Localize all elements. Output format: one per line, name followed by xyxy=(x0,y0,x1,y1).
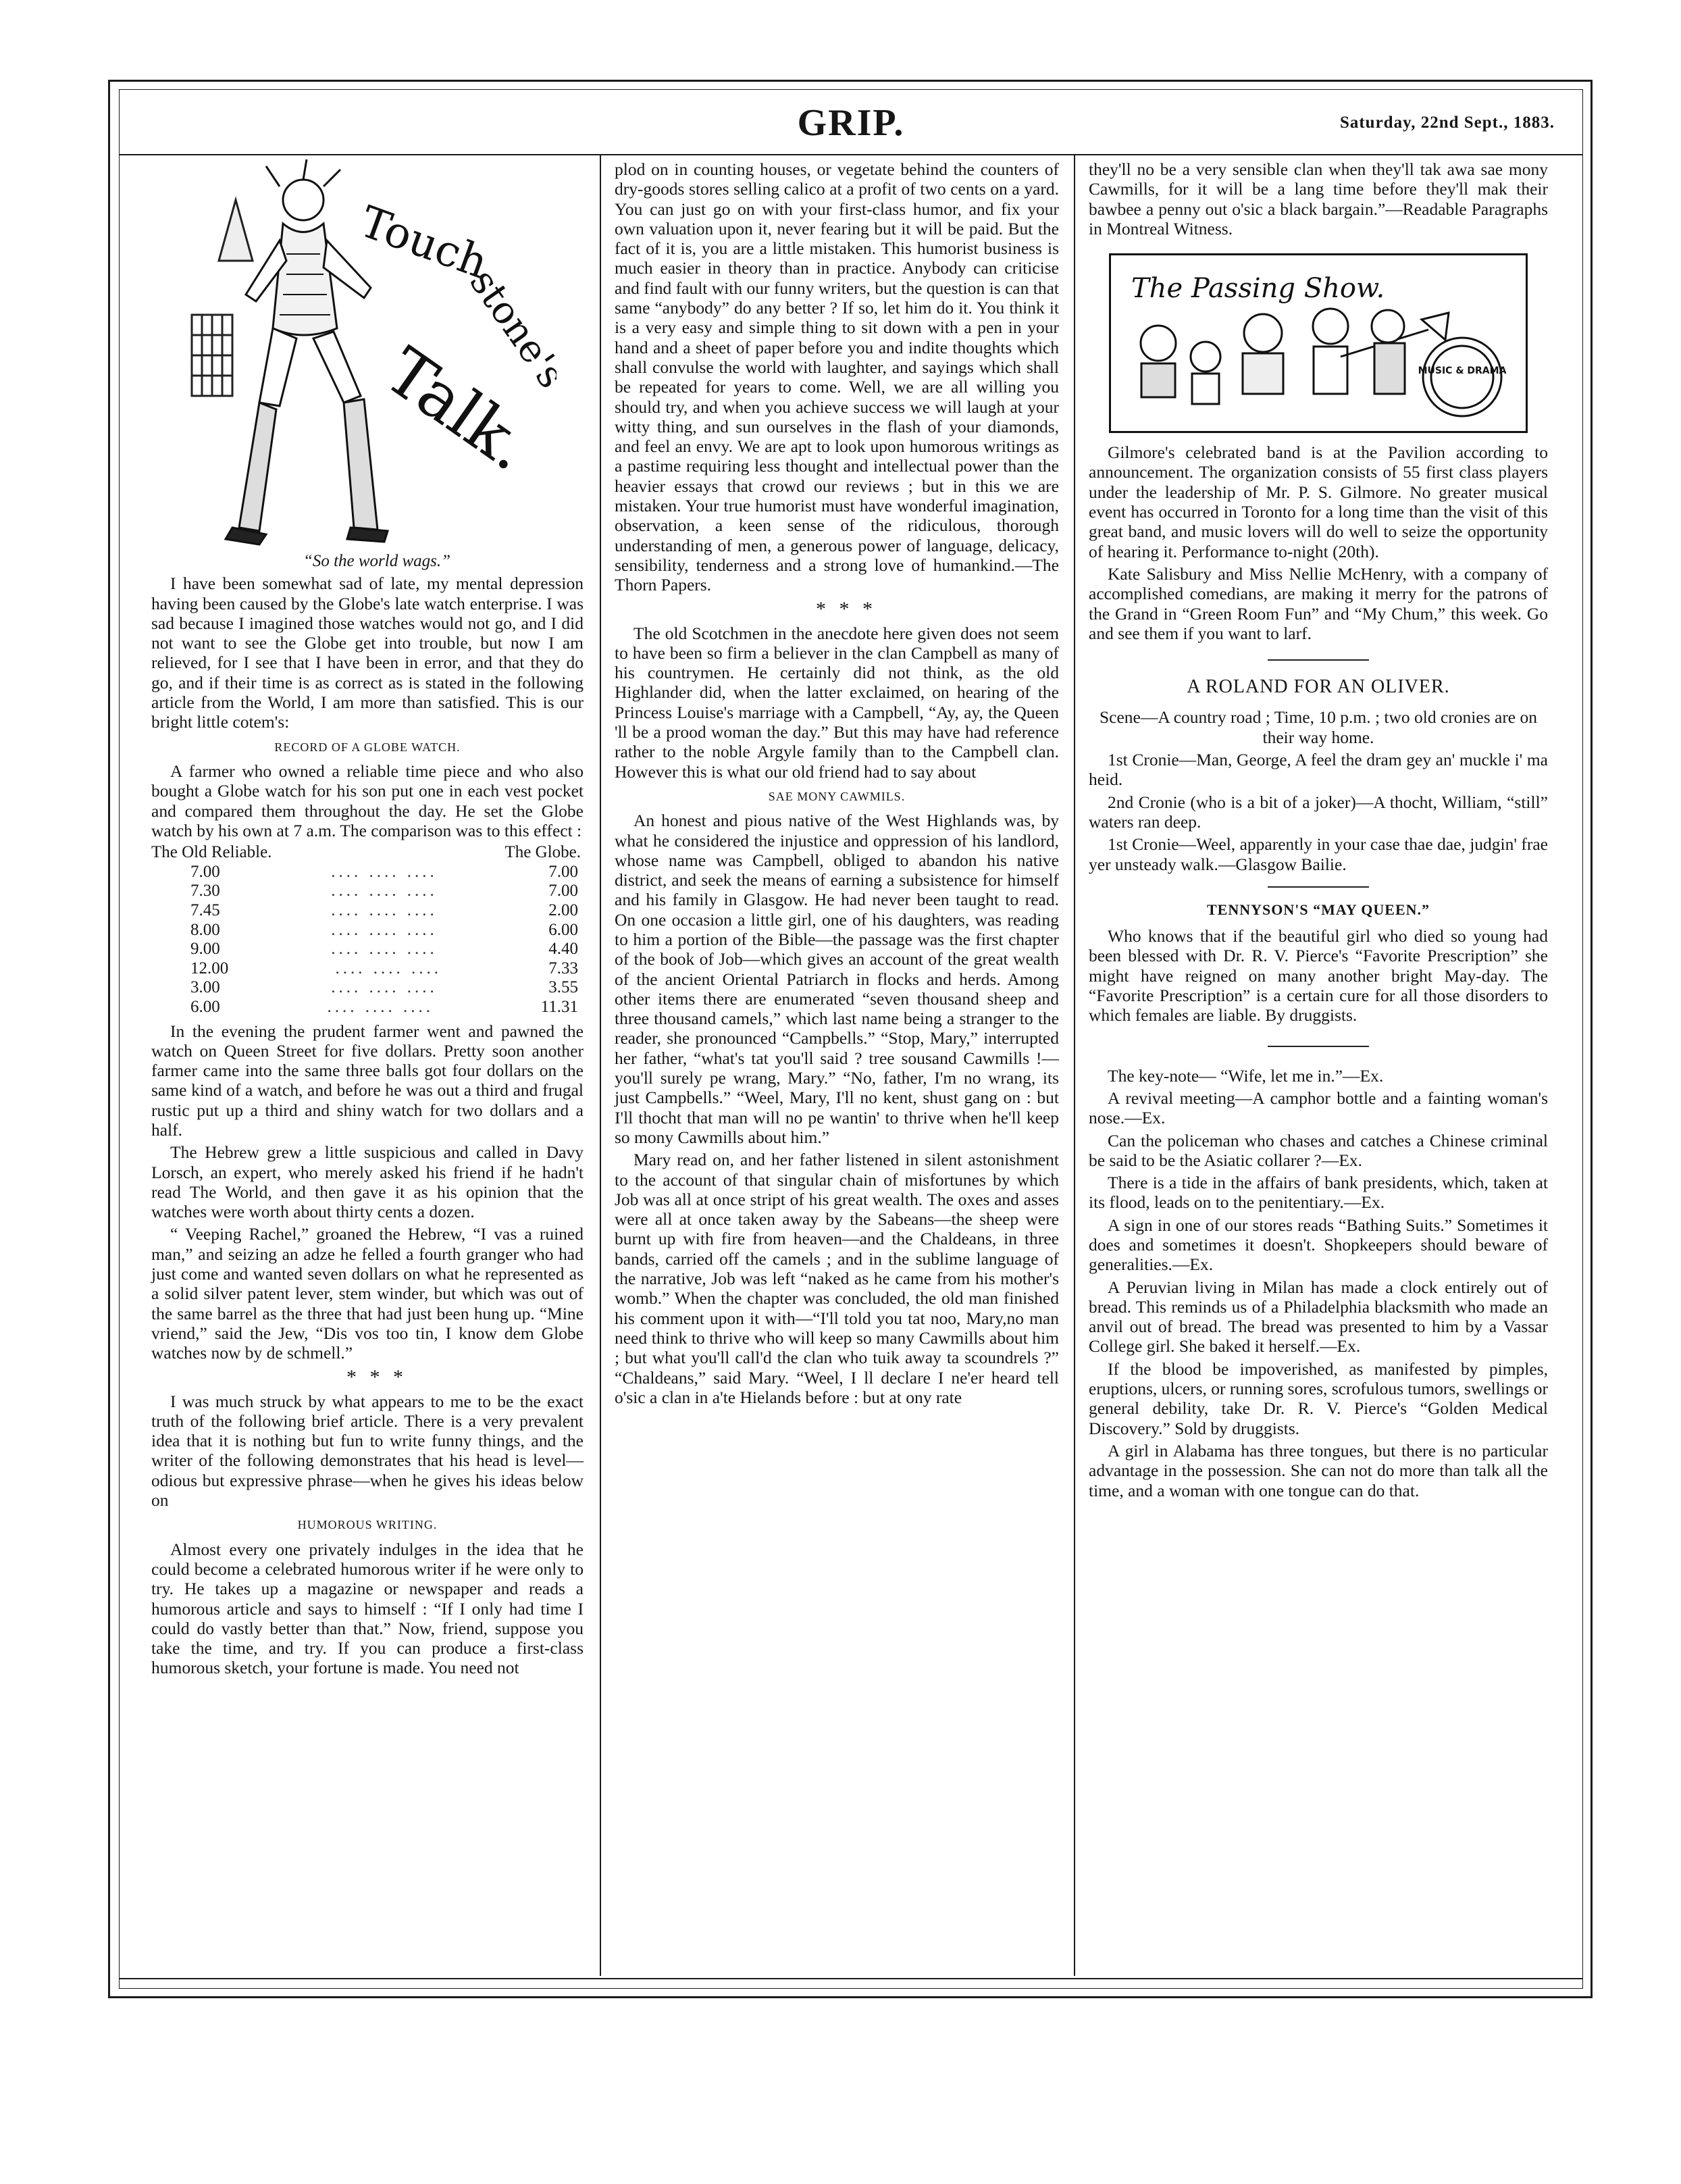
watch-comparison-table xyxy=(151,843,584,1017)
dialogue-line: 1st Cronie—Weel, apparently in your case thae dae, judgin' frae yer unsteady walk.—Glasgow Bailie. xyxy=(1089,834,1548,874)
joke-item: If the blood be impoverished, as manifested by pimples, eruptions, ulcers, or running sores, scrofulous tumors, swellings or general debility, take Dr. R. V. Pierce's “Golden Medical Discovery.” Sold by druggists. xyxy=(1089,1358,1548,1438)
globe-time-cell: 3.55 xyxy=(548,978,578,997)
reliable-time-cell: 6.00 xyxy=(190,997,220,1016)
article-paragraph: Who knows that if the beautiful girl who died so young had been blessed with Dr. R. V. Pierce's “Favorite Prescription” she might have reigned on many another bright May-day. The “Favorite Prescription” is a certain cure for all those disorders to which females are liable. By druggists. xyxy=(1089,926,1548,1025)
reliable-time-cell: 12.00 xyxy=(190,959,229,977)
table-row xyxy=(151,901,584,921)
reliable-time-cell: 7.30 xyxy=(190,882,220,900)
column-divider-1 xyxy=(600,155,601,1976)
drum-label: MUSIC & DRAMA xyxy=(1418,365,1507,377)
joke-item: Can the policeman who chases and catches a Chinese criminal be said to be the Asiatic collarer ?—Ex. xyxy=(1089,1130,1548,1170)
leader-dots: .... .... .... xyxy=(331,900,438,919)
leader-dots: .... .... .... xyxy=(331,940,438,959)
footer-divider xyxy=(119,1978,1583,1979)
article-paragraph: Gilmore's celebrated band is at the Pavilion according to announcement. The organization consists of 55 first class players under the leadership of Mr. P. S. Gilmore. No greater musical event has occurred in Toronto for a long time than the visit of this great band, and music lovers will do well to seize the opportunity of hearing it. Performance to-night (20th). xyxy=(1089,442,1548,561)
illustration-caption: “So the world wags.” xyxy=(303,552,451,570)
masthead-date: Saturday, 22nd Sept., 1883. xyxy=(1339,113,1555,132)
joke-item: A sign in one of our stores reads “Bathing Suits.” Sometimes it does and sometimes it doesn't. Shopkeepers should beware of generalities.—Ex. xyxy=(1089,1215,1548,1275)
leader-dots: .... .... .... xyxy=(327,997,434,1016)
article-paragraph: The Hebrew grew a little suspicious and called in Davy Lorsch, an expert, who merely asked his friend if he hadn't read The World, and then gave it as his opinion that the watches were worth about thirty cents a dozen. xyxy=(151,1142,584,1222)
leader-dots: .... .... .... xyxy=(331,862,438,881)
leader-dots: .... .... .... xyxy=(331,882,438,900)
article-paragraph: they'll no be a very sensible clan when they'll tak awa sae mony Cawmills, for it will be a lang time before they'll mak their bawbee a penny out o'sic a black bargain.”—Readable Paragraphs in Montreal Witness. xyxy=(1089,159,1548,238)
section-rule xyxy=(1268,886,1369,888)
globe-time-cell: 11.31 xyxy=(540,997,578,1016)
table-row xyxy=(151,882,584,901)
subheading-globe-watch: RECORD OF A GLOBE WATCH. xyxy=(274,740,461,754)
article-paragraph: The old Scotchmen in the anecdote here given does not seem to have been so firm a believer in the clan Campbell as many of his countrymen. He certainly did not think, as the old Highlander did, when the latter exclaimed, on hearing of the Princess Louise's marriage with a Campbell, “Ay, ay, the Queen 'll be a prood woman the day.” But this may have had reference rather to the noble Argyle family than to the Campbell clan. However this is what our old friend had to say about xyxy=(615,623,1059,782)
article-paragraph: I was much struck by what appears to me to be the exact truth of the following brief article. There is a very prevalent idea that it is nothing but fun to write funny things, and the writer of the following demonstrates that his head is level—odious but expressive phrase—when he gives his ideas below on xyxy=(151,1391,584,1510)
table-row xyxy=(151,998,584,1017)
dialogue-line: 1st Cronie—Man, George, A feel the dram gey an' muckle i' ma heid. xyxy=(1089,750,1548,790)
table-row xyxy=(151,921,584,940)
globe-time-cell: 7.33 xyxy=(548,959,578,977)
header-divider xyxy=(119,154,1583,155)
passing-show-icon xyxy=(1111,255,1527,427)
passing-show-title: The Passing Show. xyxy=(1131,273,1385,305)
table-row xyxy=(151,863,584,882)
masthead xyxy=(119,89,1583,154)
joke-item: A girl in Alabama has three tongues, but there is no particular advantage in the possession. She can not do more than talk all the time, and a woman with one tongue can do that. xyxy=(1089,1440,1548,1500)
touchstone-illustration xyxy=(178,159,557,551)
joke-item: The key-note— “Wife, let me in.”—Ex. xyxy=(1108,1065,1384,1086)
svg-text:Touch: Touch xyxy=(353,197,494,289)
table-header-row xyxy=(151,843,584,863)
scene-line: Scene—A country road ; Time, 10 p.m. ; two old cronies are on their way home. xyxy=(1099,707,1538,747)
heading-may-queen: TENNYSON'S “MAY QUEEN.” xyxy=(1206,900,1430,918)
table-row xyxy=(151,959,584,979)
article-paragraph: Mary read on, and her father listened in silent astonishment to the account of that singular chain of misfortunes by which Job was all at once stript of his great wealth. The oxes and asses were all at once taken away by the Sabeans—the sheep were burnt up with fire from heaven—and the Chaldeans, in three bands, carried off the camels ; and in the sublime language of the narrative, Job was left “naked as he came from his mother's womb.” When the chapter was concluded, the old man finished his comment upon it with—“I'll told you tat noo, Mary,no man need think to thrive who will keep so many Cawmills about him ; but what you'll call'd the clan who tuik away ta scoundrels ?” “Chaldeans,” said Mary. “Weel, I ll declare I ne'er heard tell o'sic a clan in a'te Hielands before : but at ony rate xyxy=(615,1150,1059,1407)
globe-time-cell: 2.00 xyxy=(548,900,578,919)
globe-time-cell: 6.00 xyxy=(548,920,578,939)
reliable-time-cell: 7.45 xyxy=(190,900,220,919)
leader-dots: .... .... .... xyxy=(335,959,442,977)
reliable-time-cell: 9.00 xyxy=(190,940,220,959)
article-paragraph: In the evening the prudent farmer went and pawned the watch on Queen Street for five dollars. Pretty soon another farmer came into the same three balls got four dollars on the same kind of a watch, and before he was out a third and frugal rustic put up a third and shiny watch for two dollars and a half. xyxy=(151,1021,584,1140)
svg-text:stone's: stone's xyxy=(461,261,557,397)
section-asterism: * * * xyxy=(816,597,877,620)
article-paragraph: Kate Salisbury and Miss Nellie McHenry, with a company of accomplished comedians, are making it merry for the patrons of the Grand in “Green Room Fun” and “My Chum,” this week. Go and see them if you want to larf. xyxy=(1089,563,1548,643)
reliable-time-cell: 7.00 xyxy=(190,862,220,881)
column-3 xyxy=(1089,159,1548,1503)
globe-watch-paragraph: A farmer who owned a reliable time piece and who also bought a Globe watch for his son put one in each vest pocket and compared them throughout the day. He set the Globe watch by his own at 7 a.m. The comparison was to this effect : xyxy=(151,761,584,840)
passing-show-illustration xyxy=(1109,253,1528,433)
reliable-time-cell: 3.00 xyxy=(190,978,220,997)
reliable-time-cell: 8.00 xyxy=(190,920,220,939)
globe-time-cell: 7.00 xyxy=(548,862,578,881)
section-asterism: * * * xyxy=(346,1365,407,1388)
leader-dots: .... .... .... xyxy=(331,978,438,997)
subheading-sae-mony-cawmils: SAE MONY CAWMILS. xyxy=(768,789,906,803)
joke-item: A Peruvian living in Milan has made a clock entirely out of bread. This reminds us of a Philadelphia blacksmith who made an anvil out of bread. The bread was presented to him by a Vassar College girl. She baked it herself.—Ex. xyxy=(1089,1277,1548,1356)
globe-time-cell: 4.40 xyxy=(548,940,578,959)
subheading-humorous-writing: HUMOROUS WRITING. xyxy=(297,1518,438,1532)
column-divider-2 xyxy=(1074,155,1075,1976)
article-paragraph: “ Veeping Rachel,” groaned the Hebrew, “I vas a ruined man,” and seizing an adze he felled a fourth granger who had just come and wanted seven dollars on what he represented as a solid silver patent lever, stem winder, but which was out of the same barrel as the three that had just been hung up. “Mine vriend,” said the Jew, “Dis vos too tin, I know dem Globe watches now by de schmell.” xyxy=(151,1224,584,1363)
table-header-left: The Old Reliable. xyxy=(151,843,272,862)
leader-dots: .... .... .... xyxy=(331,920,438,939)
globe-time-cell: 7.00 xyxy=(548,882,578,900)
jester-figure-icon xyxy=(178,159,557,551)
table-header-right: The Globe. xyxy=(505,843,581,862)
joke-item: A revival meeting—A camphor bottle and a fainting woman's nose.—Ex. xyxy=(1089,1088,1548,1128)
section-rule xyxy=(1268,659,1369,661)
intro-paragraph: I have been somewhat sad of late, my mental depression having been caused by the Globe's late watch enterprise. I was sad because I imagined those watches would not go, and I did not want to see the Globe get into trouble, but now I am relieved, for I see that I have been in error, and that they do go, and if their time is as correct as is stated in the following article from the World, I am more than satisfied. This is our bright little cotem's: xyxy=(151,574,584,732)
heading-roland-for-an-oliver: A ROLAND FOR AN OLIVER. xyxy=(1187,676,1450,698)
column-2 xyxy=(615,159,1059,1410)
article-paragraph: An honest and pious native of the West Highlands was, by what he considered the injustice and oppression of his landlord, whose name was Campbell, obliged to abandon his native district, and seek the means of earning a subsistence for himself and his family in Glasgow. He had never been taught to read. On one occasion a little girl, one of his daughters, was reading to him a portion of the Bible—the passage was the first chapter of the book of Job—which gives an account of the great wealth of the ancient Oriental Patriarch in flocks and herds. Among other items there are enumerated “seven thousand sheep and three thousand camels,” which last name being a stranger to the reader, she pronounced “Campbells.” “Stop, Mary,” interrupted her father, “what's tat you'll said ? tree sousand Cawmills !—you'll surely pe wrang, Mary.” “No, father, I'm no wrang, its just Campbells.” “Weel, Mary, I'll no kent, shust gang on : but I'll thocht that man will no pe wantin' to thrive when he'll keep so mony Cawmills about him.” xyxy=(615,811,1059,1147)
table-row xyxy=(151,940,584,959)
article-paragraph: plod on in counting houses, or vegetate behind the counters of dry-goods stores selling calico at a profit of two cents on a yard. You can just go on with your first-class humor, and fix your own valuation upon it, never fearing but it will be paid. But the fact of it is, you are a little mistaken. This humorist business is much easier in theory than in practice. Anybody can criticise and find fault with our funny writers, but the question is can that same “anybody” do any better ? If so, let him do it. You think it is a very easy and simple thing to sit down with a pen in your hand and a sheet of paper before you and indite thoughts which shall convulse the world with laughter, and sayings which shall be repeated for years to come. Well, we are all willing you should try, and when you achieve success we will laugh at your witty thing, and sun ourselves in the flash of your diamonds, and feel an envy. We are apt to look upon humorous writings as a pastime requiring less thought and intellectual power than the heavier essays that crowd our reviews ; but in this we are mistaken. Your true humorist must have wonderful imagination, observation, a keen sense of the ridiculous, thorough understanding of men, a generous power of language, delicacy, sensibility, tenderness and a strong love of humankind.—The Thorn Papers. xyxy=(615,159,1059,595)
article-paragraph: Almost every one privately indulges in the idea that he could become a celebrated humorous writer if he were only to try. He takes up a magazine or newspaper and reads a humorous article and says to himself : “If I only had time I could do vastly better than that.” Now, friend, suppose you take the time, and try. If you can produce a first-class humorous sketch, your fortune is made. You need not xyxy=(151,1539,584,1678)
section-rule xyxy=(1268,1046,1369,1047)
joke-item: There is a tide in the affairs of bank presidents, which, taken at its flood, leads on to the penitentiary.—Ex. xyxy=(1089,1173,1548,1213)
masthead-title: GRIP. xyxy=(797,102,905,144)
column-1 xyxy=(151,159,584,1681)
svg-text:Talk.: Talk. xyxy=(371,333,545,486)
table-row xyxy=(151,978,584,998)
dialogue-line: 2nd Cronie (who is a bit of a joker)—A thocht, William, “still” waters ran deep. xyxy=(1089,792,1548,832)
